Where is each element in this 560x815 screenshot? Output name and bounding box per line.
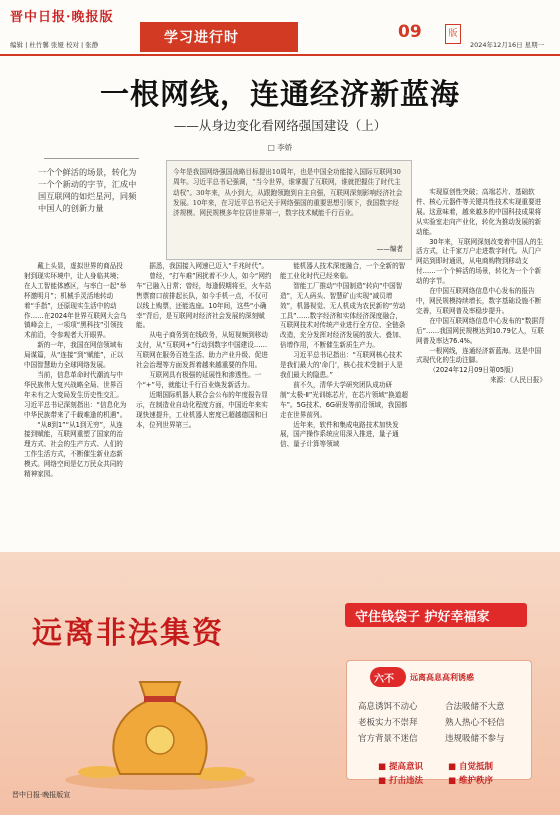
paragraph: 在中国互联网络信息中心发布的“数据背后”……我国网民规模达到10.79亿人，互联网普及率达76.4%。 <box>416 316 545 345</box>
paragraph: 实现原创性突破；高端芯片、基础软件、核心元器件等关键共性技术实现重要进展。这意味着，越来越多的中国科技成果将从实验室走向产业化，转化为推动发展的新动能。 <box>416 188 542 236</box>
article-column-4 <box>416 188 546 544</box>
paragraph: 互联网具有极强的延展性和渗透性。一个“+”号，就能让千行百业焕发新活力。 <box>136 370 262 389</box>
action-label: 维护秩序 <box>459 776 494 786</box>
paragraph: （2024年12月09日第05版） <box>429 366 518 375</box>
editor-note-sign: ——编者 <box>376 245 403 253</box>
paragraph: 当前，信息革命时代潮流与中华民族伟大复兴战略全局、世界百年未有之大变局发生历史性交汇。习近平总书记深刻指出：“信息化为中华民族带来了千载难逢的机遇”。 <box>24 370 127 419</box>
action-item: ■ 提高意识 <box>378 762 424 772</box>
six-no-badge-text: 六不 <box>374 674 394 685</box>
action-item: ■ 维护秩序 <box>448 776 494 786</box>
newspaper-logo: 晋中日报·晚报版 <box>10 10 114 25</box>
paragraph: 习近平总书记指出：“互联网核心技术是我们最大的‘命门’，核心技术受制于人是我们最大的隐患。” <box>280 351 403 379</box>
article-column-3 <box>280 262 408 544</box>
action-label: 提高意识 <box>389 762 424 772</box>
article-column-2 <box>136 262 272 544</box>
paragraph: 在中国互联网络信息中心发布的报告中，网民规模持续增长，数字基础设施不断完善，互联网普及率稳步提升。 <box>416 287 542 315</box>
issue-date: 2024年12月16日 星期一 <box>470 41 545 49</box>
action-label: 自觉抵制 <box>459 762 494 772</box>
pull-quote <box>38 166 142 258</box>
paragraph: “从8到1”“从1到无穷”，从连接到赋能，互联网重塑了国家的治理方式、社会的生产方式、人们的工作生活方式，不断催生新业态新模式。网络空间是亿万民众共同的精神家园。 <box>24 420 123 479</box>
six-no-item: 违规吸储不参与 <box>445 734 505 744</box>
action-label: 打击违法 <box>389 776 424 786</box>
editor-note <box>166 160 412 260</box>
six-no-title: 远离高息高利诱惑 <box>410 673 474 682</box>
six-no-item: 熟人热心不轻信 <box>445 718 505 728</box>
section-title: 学习进行时 <box>164 30 239 46</box>
page-number: 09 <box>398 22 422 42</box>
action-item: ■ 自觉抵制 <box>448 762 494 772</box>
ad-source: 晋中日报·晚报版宣 <box>12 791 71 799</box>
six-no-item: 老板实力不崇拜 <box>358 718 418 728</box>
editor-credits: 编辑 | 杜竹馨 张娅 校对 | 张静 <box>10 41 99 49</box>
six-no-item: 高息诱饵不动心 <box>358 702 418 712</box>
article-title: 一根网线，连通经济新蓝海 <box>99 77 460 111</box>
six-no-item: 官方背景不迷信 <box>358 734 418 744</box>
paragraph: 近年来，软件和集成电路技术加快发展，国产操作系统应用深入推进，量子通信、量子计算等领域 <box>280 420 399 449</box>
pull-quote-text: 一个个鲜活的场景，转化为一个个新动的字节，汇成中国互联网的如烂星河，同频中国人的创新力量 <box>38 167 137 213</box>
paragraph: 前不久，清华大学研究团队成功研制“太极-Ⅱ”光训练芯片，在芯片领域“换道超车”。5G技术、6G研发等前沿领域，我国都走在世界前列。 <box>280 380 408 419</box>
ad-slogan: 守住钱袋子 护好幸福家 <box>355 610 490 625</box>
paragraph: 从电子商务到在线政务，从短视频到移动支付，从“互联网+”行动到数字中国建设……互联网在服务百姓生活、助力产业升级、促进社会治理等方面发挥着越来越重要的作用。 <box>136 331 268 370</box>
paragraph: 智能工厂推动“中国制造”转向“中国智造”，无人码头、智慧矿山实现“减员增效”，机器视觉、无人机成为农民新的“劳动工具”……数字经济和实体经济深度融合，互联网技术对传统产业进行全方位、全链条改造，充分发挥对经济发展的放大、叠加、倍增作用，不断催生新质生产力。 <box>280 281 406 350</box>
paragraph: 30年来，互联网深刻改变着中国人的生活方式，让千家万户走进数字时代。从门户网站到即时通讯，从电商购物到移动支付……一个个鲜活的场景，转化为一个个新动的字节。 <box>416 237 544 286</box>
article-column-1 <box>24 262 128 544</box>
six-no-item: 合法吸储不大意 <box>445 702 505 712</box>
paragraph: 一根网线，连通经济新蓝海。这是中国式现代化的生动注脚。 <box>416 346 542 365</box>
pull-quote-rule-top <box>44 158 139 159</box>
ad-title: 远离非法集资 <box>32 616 224 651</box>
money-bag-icon <box>60 652 260 792</box>
paragraph: 曾经，“打车难”困扰着不少人，如今“网约车”已融入日常；曾经，每逢假期将至，火车站售票窗口前排起长队，如今手机一点，不仅可以线上购票，还能选座。10年间，这些“小确幸”背后，是互联网对经济社会发展的深刻赋能。 <box>136 271 272 330</box>
page-suffix: 版 <box>445 24 461 44</box>
article-subtitle-text: 从身边变化看网络强国建设（上） <box>198 118 387 133</box>
article-subtitle: ——从身边变化看网络强国建设（上） <box>173 118 387 133</box>
paragraph: 新的一年，我国在网信领域布局谋篇，从“连接”到“赋能”，正以中国智慧助力全球网络发展。 <box>24 341 124 370</box>
paragraph: 近期国际机器人联合会公布的年度报告显示，在制造业自动化程度方面，中国近年来实现快速提升，工业机器人密度已超越德国和日本，位列世界第三。 <box>136 390 268 429</box>
paragraph: 戴上头显，虚拟世界的商品投射到现实环境中，让人身临其境；在人工智能体感区，与率白一起“举杯邀明月”；机械手灵活地转动着“手指”，还原现实生活中的动作……在2024年世界互联网大会乌镇峰会上，一项项“黑科技”引领技术前沿，令参观者大开眼界。 <box>24 262 127 340</box>
paragraph: 能机器人技术深度融合，一个全新的智能工业化时代已经来临。 <box>280 262 406 280</box>
article-source: 来源：《人民日报》 <box>489 376 546 385</box>
article-byline: □ 李娇 <box>267 143 293 152</box>
action-item: ■ 打击违法 <box>378 776 424 786</box>
paragraph: 据悉，我国接入网速已迈入“千兆时代”。 <box>149 262 269 270</box>
header-rule <box>0 54 560 56</box>
editor-note-text: 今年是我国网络强国战略目标提出10周年，也是中国全功能接入国际互联网30周年。习近平总书记强调，“当今世界，谁掌握了互联网，谁就把握住了时代主动权”。30年来，从小到大，从跟跑领跑到自主自强，互联网深刻影响经济社会发展。10年来，在习近平总书记关于网络强国的重要思想引领下，我国数字经济规模、网民规模多年位居世界第一，数字技术赋能千行百业。 <box>173 168 403 218</box>
